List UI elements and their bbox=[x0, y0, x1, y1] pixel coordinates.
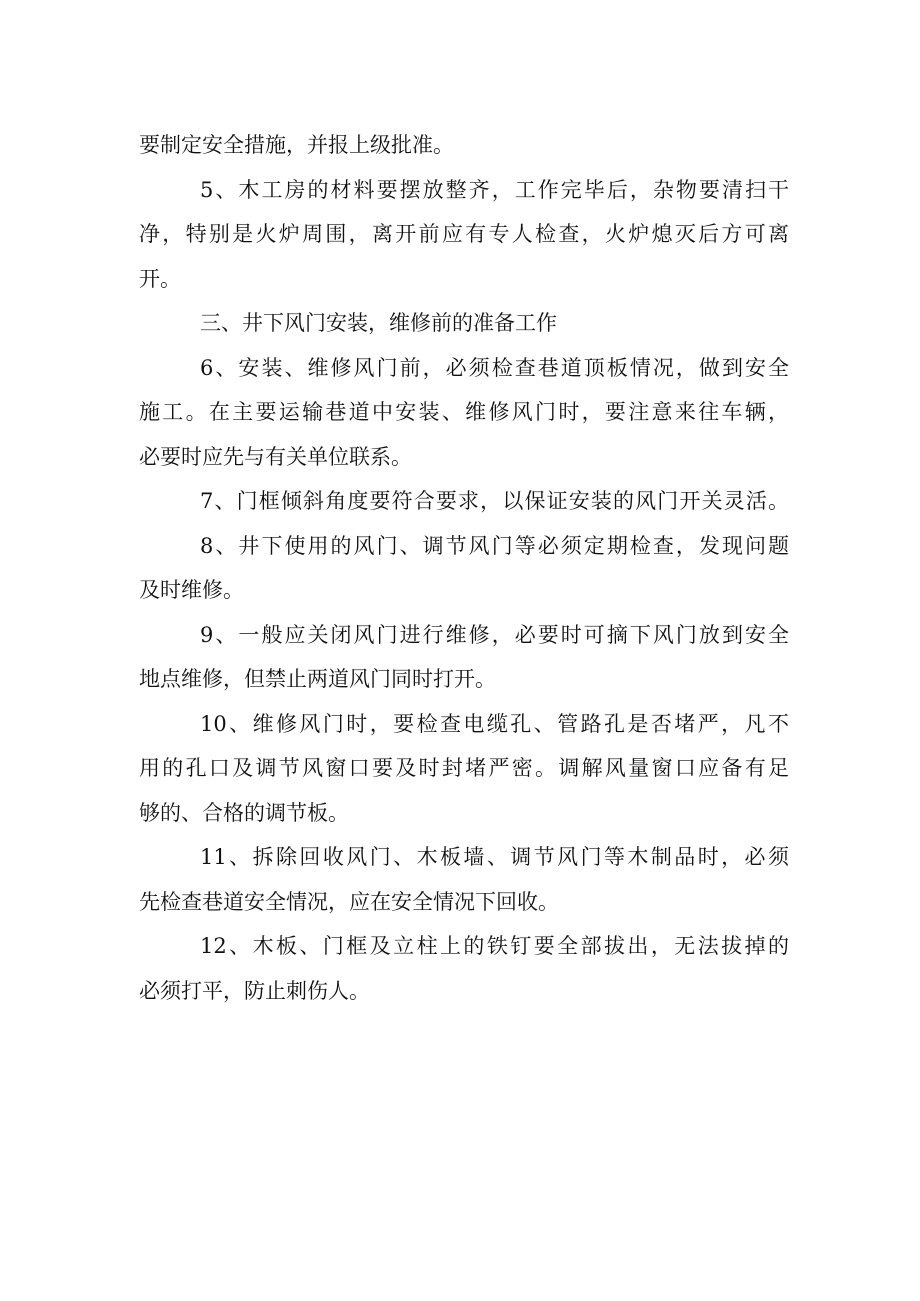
text-line: 必要时应先与有关单位联系。 bbox=[139, 444, 412, 469]
text-line: 6、安装、维修风门前，必须检查巷道顶板情况，做到安全 bbox=[200, 355, 789, 380]
text-line: 地点维修，但禁止两道风门同时打开。 bbox=[139, 667, 496, 691]
text-line: 8、井下使用的风门、调节风门等必须定期检查，发现问题 bbox=[200, 533, 789, 558]
text-line: 7、门框倾斜角度要符合要求，以保证安装的风门开关灵活。 bbox=[200, 489, 789, 513]
text-line: 必须打平，防止刺伤人。 bbox=[139, 978, 370, 1003]
section-heading: 三、井下风门安装，维修前的准备工作 bbox=[200, 311, 557, 335]
text-line: 及时维修。 bbox=[139, 578, 244, 602]
text-line: 要制定安全措施，并报上级批准。 bbox=[139, 133, 454, 157]
text-line: 12、木板、门框及立柱上的铁钉要全部拔出，无法拔掉的 bbox=[200, 934, 789, 958]
text-line: 9、一般应关闭风门进行维修，必要时可摘下风门放到安全 bbox=[200, 622, 789, 647]
text-line: 够的、合格的调节板。 bbox=[139, 800, 349, 825]
text-line: 10、维修风门时，要检查电缆孔、管路孔是否堵严，凡不 bbox=[200, 711, 789, 736]
text-line: 11、拆除回收风门、木板墙、调节风门等木制品时，必须 bbox=[200, 845, 789, 869]
text-line: 净，特别是火炉周围，离开前应有专人检查，火炉熄灭后方可离 bbox=[139, 222, 789, 246]
document-body bbox=[139, 123, 789, 1013]
text-line: 用的孔口及调节风窗口要及时封堵严密。调解风量窗口应备有足 bbox=[139, 756, 789, 780]
text-line: 5、木工房的材料要摆放整齐，工作完毕后，杂物要清扫干 bbox=[200, 177, 789, 202]
text-line: 开。 bbox=[139, 266, 181, 291]
text-line: 先检查巷道安全情况，应在安全情况下回收。 bbox=[139, 889, 559, 914]
text-line: 施工。在主要运输巷道中安装、维修风门时，要注意来往车辆， bbox=[139, 400, 789, 424]
